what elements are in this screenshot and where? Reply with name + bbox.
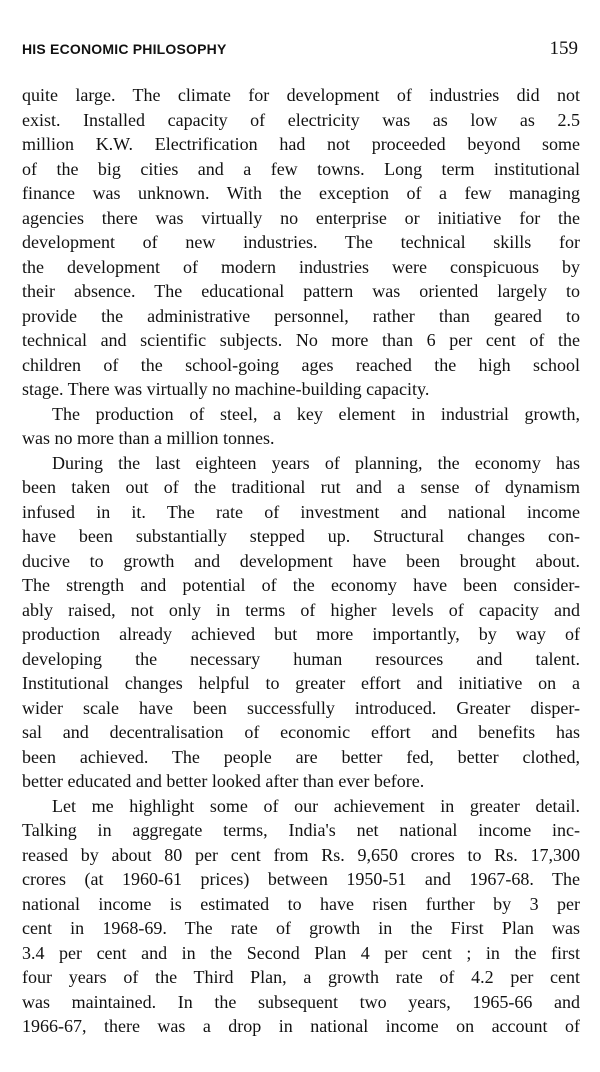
text-line: The production of steel, a key element in industrial growth, bbox=[52, 403, 580, 424]
body-text bbox=[22, 83, 580, 1039]
text-line: was maintained. In the subsequent two years, 1965-66 and bbox=[22, 991, 580, 1012]
text-line: ably raised, not only in terms of higher levels of capacity and bbox=[22, 599, 580, 620]
text-line: been achieved. The people are better fed, better clothed, bbox=[22, 746, 580, 767]
text-line: Let me highlight some of our achievement in greater detail. bbox=[52, 795, 580, 816]
text-line: better educated and better looked after than ever before. bbox=[22, 771, 425, 791]
text-line: Talking in aggregate terms, India's net national income inc- bbox=[22, 820, 580, 840]
text-line: developing the necessary human resources and talent. bbox=[22, 648, 580, 669]
text-line: their absence. The educational pattern was oriented largely to bbox=[22, 281, 580, 301]
text-line: infused in it. The rate of investment and national income bbox=[22, 501, 580, 522]
running-title: HIS ECONOMIC PHILOSOPHY bbox=[22, 41, 227, 57]
text-line: During the last eighteen years of planning, the economy has bbox=[52, 452, 580, 473]
text-line: of the big cities and a few towns. Long term institutional bbox=[22, 158, 580, 179]
text-line: quite large. The climate for development of industries did not bbox=[22, 85, 580, 105]
text-line: production already achieved but more importantly, by way of bbox=[22, 624, 580, 644]
text-line: reased by about 80 per cent from Rs. 9,650 crores to Rs. 17,300 bbox=[22, 844, 580, 865]
text-line: agencies there was virtually no enterprise or initiative for the bbox=[22, 207, 580, 228]
text-line: finance was unknown. With the exception of a few managing bbox=[22, 183, 580, 203]
text-line: ducive to growth and development have been brought about. bbox=[22, 550, 580, 571]
text-line: was no more than a million tonnes. bbox=[22, 428, 275, 448]
text-line: Institutional changes helpful to greater effort and initiative on a bbox=[22, 673, 580, 693]
text-line: sal and decentralisation of economic effort and benefits has bbox=[22, 722, 580, 742]
text-line: wider scale have been successfully introduced. Greater disper- bbox=[22, 697, 580, 718]
text-line: crores (at 1960-61 prices) between 1950-51 and 1967-68. The bbox=[22, 869, 580, 889]
text-line: national income is estimated to have risen further by 3 per bbox=[22, 893, 580, 914]
text-line: stage. There was virtually no machine-building capacity. bbox=[22, 379, 430, 399]
text-line: been taken out of the traditional rut and a sense of dynamism bbox=[22, 477, 580, 497]
text-line: 1966-67, there was a drop in national income on account of bbox=[22, 1016, 580, 1036]
page-number: 159 bbox=[549, 38, 578, 59]
running-head bbox=[22, 38, 578, 66]
text-line: exist. Installed capacity of electricity was as low as 2.5 bbox=[22, 109, 580, 130]
text-line: 3.4 per cent and in the Second Plan 4 per cent ; in the first bbox=[22, 942, 580, 963]
text-line: development of new industries. The technical skills for bbox=[22, 232, 580, 252]
text-line: the development of modern industries were conspicuous by bbox=[22, 256, 580, 277]
text-line: cent in 1968-69. The rate of growth in the First Plan was bbox=[22, 918, 580, 938]
text-line: children of the school-going ages reached the high school bbox=[22, 354, 580, 375]
text-line: technical and scientific subjects. No more than 6 per cent of the bbox=[22, 330, 580, 350]
text-line: have been substantially stepped up. Structural changes con- bbox=[22, 526, 580, 546]
text-line: The strength and potential of the economy have been consider- bbox=[22, 575, 580, 595]
text-line: million K.W. Electrification had not proceeded beyond some bbox=[22, 134, 580, 154]
text-line: provide the administrative personnel, rather than geared to bbox=[22, 305, 580, 326]
text-line: four years of the Third Plan, a growth rate of 4.2 per cent bbox=[22, 967, 580, 987]
